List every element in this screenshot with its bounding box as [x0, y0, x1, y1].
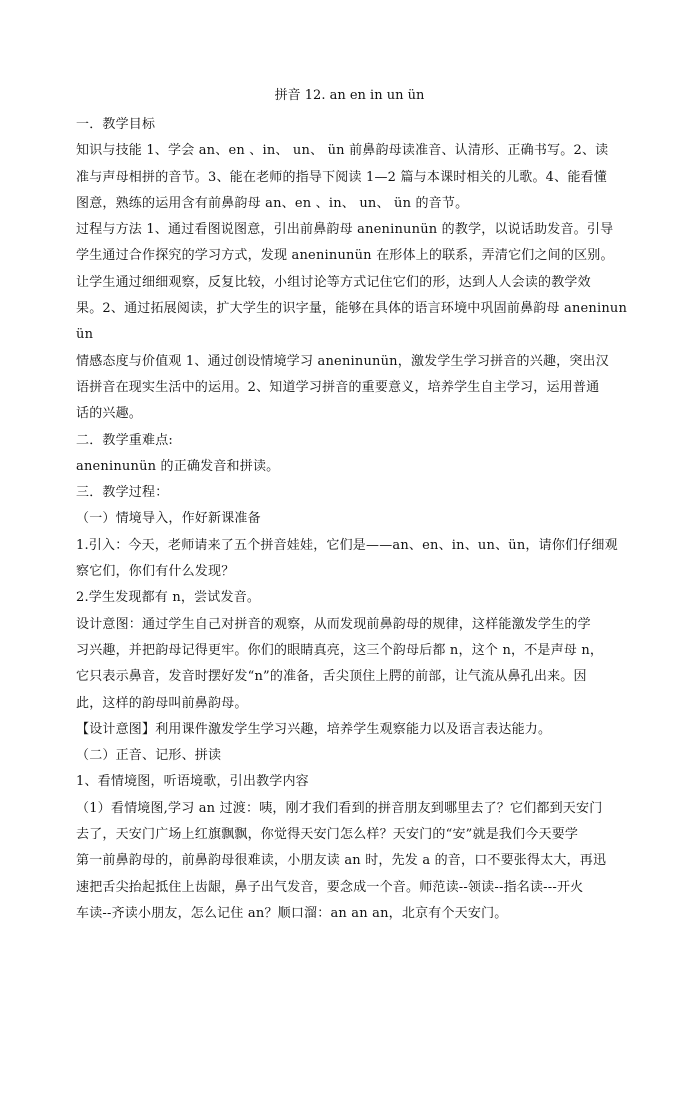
paragraph-line: 准与声母相拼的音节。3、能在老师的指导下阅读 1—2 篇与本课时相关的儿歌。4、能看懂 — [76, 169, 607, 185]
paragraph-line: 1、看情境图，听语境歌，引出教学内容 — [76, 774, 309, 790]
paragraph-line: 速把舌尖抬起抵住上齿龈，鼻子出气发音，要念成一个音。师范读--领读--指名读---开火 — [76, 879, 584, 895]
paragraph-line: 话的兴趣。 — [76, 406, 143, 422]
subsection-heading: （二）正音、记形、拼读 — [76, 748, 222, 764]
document-title: 拼音 12. an en in un ün — [274, 88, 425, 103]
paragraph-line: 2.学生发现都有 n，尝试发音。 — [76, 590, 261, 606]
paragraph-line: 图意，熟练的运用含有前鼻韵母 an、en 、in、 un、 ün 的音节。 — [76, 195, 469, 211]
document-body — [76, 112, 628, 927]
paragraph-line: 它只表示鼻音，发音时摆好发“n”的准备，舌尖顶住上腭的前部，让气流从鼻孔出来。因 — [76, 669, 587, 685]
paragraph-line: 设计意图：通过学生自己对拼音的观察，从而发现前鼻韵母的规律，这样能激发学生的学 — [76, 616, 591, 632]
paragraph-line: 去了，天安门广场上红旗飘飘，你觉得天安门怎么样？天安门的“安”就是我们今天要学 — [76, 827, 579, 843]
section-heading-key-points: 二．教学重难点: — [76, 432, 173, 448]
paragraph-line: 第一前鼻韵母的，前鼻韵母很难读，小朋友读 an 时，先发 a 的音，口不要张得太大，再迅 — [76, 853, 607, 869]
paragraph-line: （1）看情境图,学习 an 过渡：咦，刚才我们看到的拼音朋友到哪里去了？它们都到天安门 — [76, 800, 603, 816]
paragraph-line: 车读--齐读小朋友，怎么记住 an？顺口溜：an an an，北京有个天安门。 — [76, 905, 508, 921]
section-heading-process: 三．教学过程： — [76, 485, 169, 501]
section-heading-objectives: 一．教学目标 — [76, 117, 156, 132]
subsection-heading: （一）情境导入，作好新课准备 — [76, 511, 261, 527]
paragraph-line: 1.引入：今天，老师请来了五个拼音娃娃，它们是——an、en、in、un、ün，请你们仔细观 — [76, 537, 618, 553]
paragraph-line: ün — [76, 327, 94, 343]
paragraph-line: 情感态度与价值观 1、通过创设情境学习 aneninunün，激发学生学习拼音的兴趣，突出汉 — [76, 353, 609, 369]
paragraph-line: 果。2、通过拓展阅读，扩大学生的识字量，能够在具体的语言环境中巩固前鼻韵母 aneninun — [76, 301, 628, 317]
paragraph-line: 过程与方法 1、通过看图说图意，引出前鼻韵母 aneninunün 的教学，以说话助发音。引导 — [76, 222, 614, 238]
design-intent-line: 【设计意图】利用课件激发学生学习兴趣，培养学生观察能力以及语言表达能力。 — [76, 721, 552, 737]
paragraph-line: 语拼音在现实生活中的运用。2、知道学习拼音的重要意义，培养学生自主学习，运用普通 — [76, 379, 600, 395]
paragraph-line: 习兴趣，并把韵母记得更牢。你们的眼睛真亮，这三个韵母后都 n，这个 n，不是声母 n， — [76, 642, 604, 658]
paragraph-line: aneninunün 的正确发音和拼读。 — [76, 458, 280, 474]
paragraph-line: 知识与技能 1、学会 an、en 、in、 un、 ün 前鼻韵母读准音、认清形、正确书写。2、读 — [76, 143, 609, 159]
paragraph-line: 察它们，你们有什么发现？ — [76, 564, 235, 580]
paragraph-line: 此，这样的韵母叫前鼻韵母。 — [76, 695, 248, 711]
paragraph-line: 让学生通过细细观察，反复比较，小组讨论等方式记住它们的形，达到人人会读的教学效 — [76, 274, 591, 290]
paragraph-line: 学生通过合作探究的学习方式，发现 aneninunün 在形体上的联系，弄清它们之间的区别。 — [76, 248, 614, 264]
